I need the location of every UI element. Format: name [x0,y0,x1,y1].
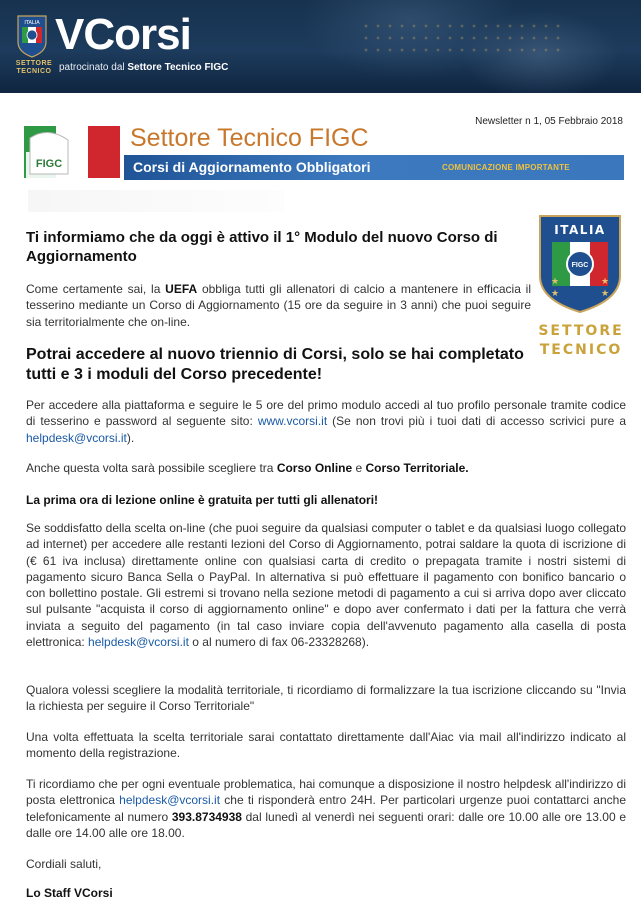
phone-number: 393.8734938 [171,809,242,824]
p3-bold-territoriale: Corso Territoriale. [365,461,469,475]
shield-label: ITALIA [24,20,40,26]
p2-text-c: ). [126,430,135,445]
paragraph-choice [26,460,626,476]
p3-bold-online: Corso Online [276,461,353,475]
paragraph-uefa [26,281,531,330]
p2-text-a: Per accedere alla piattaforma e seguire le 5 ore del primo modulo accedi al tuo profilo personale tramite codice di tesserino e password al seguente sito: [26,398,626,429]
signature: Lo Staff VCorsi [26,886,113,900]
italia-emblem-icon [538,214,622,314]
brand-subtitle [59,62,228,73]
p3-text-a: Anche questa volta sarà possibile scegliere tra [26,461,277,475]
emblem-line2: TECNICO [539,342,623,358]
course-label: Corsi di Aggiornamento Obbligatori [133,159,371,175]
p1-text-c: obbliga tutti gli allenatori di calcio a mantenere in efficacia il tesserino mediante un Corso di Aggiornamento (15 ore da seguire in 3 anni) che puoi seguire sia territorialmente che on-line. [26,282,531,329]
p8-text-a: Ti ricordiamo che per ogni eventuale problematica, hai comunque a disposizione il nostro helpdesk all'indirizzo di posta elettronica [26,777,626,808]
emblem-caption [536,322,626,360]
paragraph-access [26,397,626,446]
svg-text:★: ★ [601,276,610,286]
helpdesk-email-link[interactable]: helpdesk@vcorsi.it [88,635,189,650]
divider [28,190,284,212]
brand-logo[interactable]: VCorsi [55,10,191,59]
paragraph-free-hour: La prima ora di lezione online è gratuita per tutti gli allenatori! [26,493,379,507]
p1-text-a: Come certamente sai, la [26,282,166,296]
emblem-top-text: ITALIA [554,223,606,237]
subtitle-bold: Settore Tecnico FIGC [127,62,229,73]
newsletter-meta: Newsletter n 1, 05 Febbraio 2018 [475,116,623,127]
p1-bold: UEFA [165,282,198,296]
figc-logo-icon [24,126,120,178]
paragraph-territoriale: Qualora volessi scegliere la modalità territoriale, ti ricordiamo di formalizzare la tua iscrizione cliccando su "Invia la richiesta per seguire il Corso Territoriale" [26,683,626,714]
closing-text: Cordiali saluti, [26,857,102,871]
emblem-center-text: FIGC [571,262,589,269]
svg-text:★: ★ [551,288,560,298]
course-bar [124,155,624,180]
svg-text:★: ★ [601,288,610,298]
p8-text-c: dal lunedì al venerdì nei seguenti orari: dalle ore 10.00 alle ore 13.00 e dalle ore 14.00 alle ore 18.00. [26,809,626,840]
helpdesk-email-link[interactable]: helpdesk@vcorsi.it [26,430,127,445]
settore-title: Settore Tecnico FIGC [130,124,369,152]
paragraph-helpdesk [26,776,626,841]
emblem-line1: SETTORE [538,323,624,339]
p8-text-b: che ti risponderà entro 24H. Per particolari urgenze puoi contattarci anche telefonicamente al numero [26,793,626,824]
header-banner [0,0,641,93]
p5-text-a: Se soddisfatto della scelta on-line (che puoi seguire da qualsiasi computer o tablet e da qualsiasi luogo collegato ad internet) per accedere alle restanti lezioni del Corso di Aggiornamento, potrai saldare la quota di iscrizione di (€ 61 iva inclusa) direttamente online con qualsiasi carta di credito o prepagata tramite i nostri sistemi di pagamento sicuro Banca Sella o PayPal. In alternativa si può effettuare il pagamento con bonifico bancario o con bollettino postale. Gli estremi si trovano nella sezione metodi di pagamento a cui si arriva dopo aver cliccato sul pulsante "acquista il corso di aggiornamento online" e dopo aver confermato i dati per la fattura che verrà inviata a seguito del pagamento (in tal caso inviare copia dell'avvenuto pagamento alla casella di posta elettronica: [26,521,626,650]
helpdesk-email-link[interactable]: helpdesk@vcorsi.it [119,793,221,808]
p2-text-b: (Se non trovi più i tuoi dati di accesso scrivici pure a [327,414,627,429]
paragraph-aiac: Una volta effettuata la scelta territoriale sarai contattato direttamente dall'Aiac via mail all'indirizzo indicato al momento della registrazione. [26,730,626,761]
paragraph-payment [26,520,626,650]
subtitle-prefix: patrocinato dal [59,62,128,73]
vcorsi-link[interactable]: www.vcorsi.it [257,414,328,429]
svg-text:★: ★ [551,276,560,286]
notice-label: COMUNICAZIONE IMPORTANTE [442,163,570,172]
figc-shield-icon [16,14,48,58]
banner-pattern [360,20,560,60]
headline: Ti informiamo che da oggi è attivo il 1° Modulo del nuovo Corso di Aggiornamento [26,229,498,265]
subheadline: Potrai accedere al nuovo triennio di Corsi, solo se hai completato tutti e 3 i moduli del Corso precedente! [26,346,524,383]
figc-logo-text: FIGC [35,158,63,170]
p5-text-b: o al numero di fax 06-23328268). [188,635,370,650]
p3-text-c: e [352,461,366,475]
settore-small-label: SETTORE TECNICO [15,60,53,75]
